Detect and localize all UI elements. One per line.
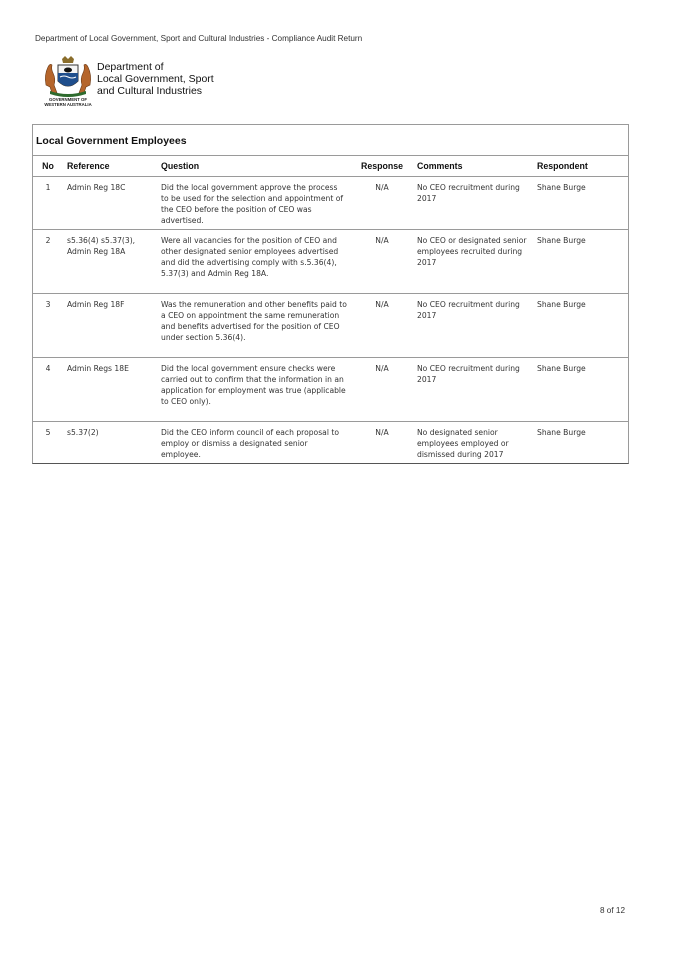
crest-icon — [38, 55, 98, 100]
row-question: Did the CEO inform council of each proposal to employ or dismiss a designated senior employee. — [161, 428, 339, 459]
crest-caption-line2: WESTERN AUSTRALIA — [44, 102, 92, 107]
row-response: N/A — [351, 177, 413, 230]
department-line3: and Cultural Industries — [97, 85, 203, 97]
row-reference: Admin Reg 18C — [63, 177, 157, 230]
row-respondent: Shane Burge — [533, 294, 628, 358]
table-header-row — [33, 156, 628, 177]
crest-caption-line1: GOVERNMENT OF — [49, 97, 87, 102]
column-header-question: Question — [157, 156, 351, 177]
column-header-no: No — [33, 156, 63, 177]
row-comments: No CEO or designated senior employees recruited during 2017 — [413, 230, 533, 294]
row-reference: Admin Reg 18F — [63, 294, 157, 358]
page-header-text: Department of Local Government, Sport and Cultural Industries - Compliance Audit Return — [35, 34, 363, 43]
row-comments: No CEO recruitment during 2017 — [413, 294, 533, 358]
table-row — [33, 294, 628, 358]
table-row — [33, 358, 628, 422]
row-response: N/A — [351, 294, 413, 358]
row-reference: s5.37(2) — [67, 428, 99, 437]
row-reference: s5.36(4) s5.37(3), Admin Reg 18A — [63, 230, 157, 294]
table-row — [33, 230, 628, 294]
row-question: Did the local government approve the process to be used for the selection and appointment of the CEO before the position of CEO was advertised. — [157, 177, 351, 230]
row-question: Did the local government ensure checks were carried out to confirm that the information in an application for employment was true (applicable to CEO only). — [157, 358, 351, 422]
local-government-employees-section — [32, 124, 629, 464]
page-number: 8 of 12 — [599, 906, 625, 915]
row-respondent: Shane Burge — [533, 230, 628, 294]
row-respondent: Shane Burge — [533, 358, 628, 422]
compliance-table — [33, 156, 628, 463]
row-response: N/A — [375, 428, 389, 437]
section-title: Local Government Employees — [33, 125, 628, 156]
row-question: Was the remuneration and other benefits paid to a CEO on appointment the same remuneration and benefits advertised for the position of CEO under section 5.36(4). — [157, 294, 351, 358]
department-name — [97, 61, 214, 97]
row-no: 4 — [33, 358, 63, 422]
department-line1: Department of — [97, 61, 164, 73]
row-question: Were all vacancies for the position of CEO and other designated senior employees advertised and did the advertising comply with s.5.36(4), 5.37(3) and Admin Reg 18A. — [157, 230, 351, 294]
column-header-reference: Reference — [63, 156, 157, 177]
column-header-comments: Comments — [413, 156, 533, 177]
row-comments: No CEO recruitment during 2017 — [413, 358, 533, 422]
row-reference: Admin Regs 18E — [63, 358, 157, 422]
crest-caption — [37, 97, 99, 107]
row-no: 1 — [33, 177, 63, 230]
row-no: 3 — [33, 294, 63, 358]
row-no: 2 — [33, 230, 63, 294]
table-row — [33, 177, 628, 230]
column-header-response: Response — [351, 156, 413, 177]
row-comments: No designated senior employees employed or dismissed during 2017 — [417, 428, 509, 459]
row-response: N/A — [351, 358, 413, 422]
department-line2: Local Government, Sport — [97, 73, 214, 85]
column-header-respondent: Respondent — [533, 156, 628, 177]
row-comments: No CEO recruitment during 2017 — [413, 177, 533, 230]
row-no: 5 — [45, 428, 51, 437]
table-row — [33, 422, 628, 464]
row-response: N/A — [351, 230, 413, 294]
row-respondent: Shane Burge — [537, 428, 586, 437]
row-respondent: Shane Burge — [533, 177, 628, 230]
